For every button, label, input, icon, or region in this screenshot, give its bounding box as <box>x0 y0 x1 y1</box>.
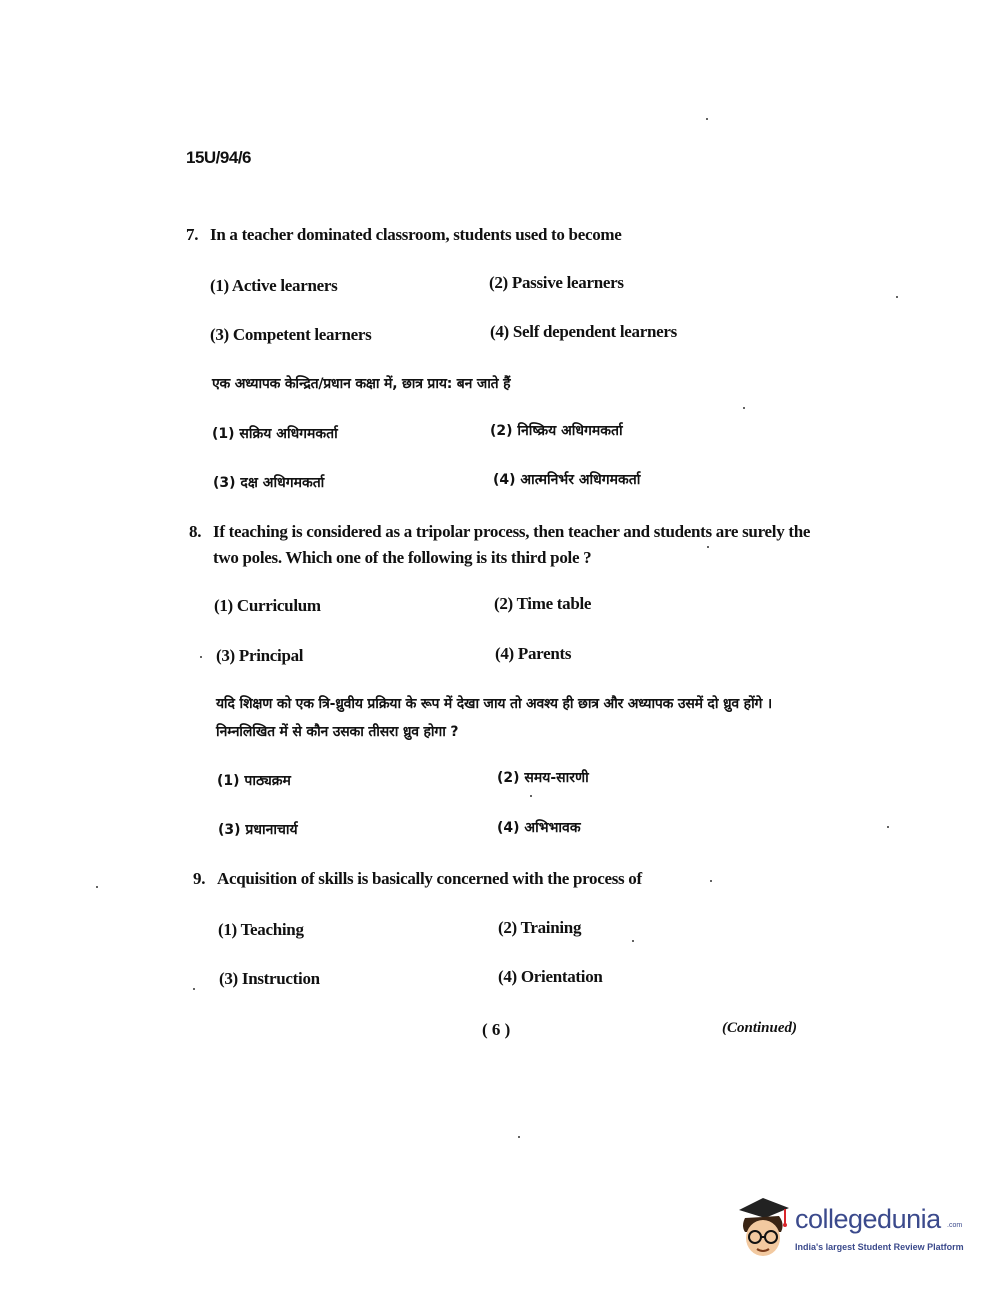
paper-code: 15U/94/6 <box>186 148 251 167</box>
option-hi: (1) पाठ्यक्रम <box>217 773 291 789</box>
option-en: (2) Training <box>498 918 582 937</box>
page-number: ( 6 ) <box>482 1020 511 1039</box>
question-text-en: Acquisition of skills is basically concerned with the process of <box>217 869 642 888</box>
scan-speck <box>706 118 708 120</box>
mascot-icon <box>733 1196 793 1262</box>
option-en: (2) Passive learners <box>489 273 624 292</box>
scan-speck <box>530 795 532 797</box>
scan-speck <box>200 656 202 658</box>
scan-speck <box>710 880 712 882</box>
option-en: (1) Teaching <box>218 920 304 939</box>
option-hi: (4) आत्मनिर्भर अधिगमकर्ता <box>493 472 641 488</box>
scan-speck <box>96 886 98 888</box>
option-hi: (3) प्रधानाचार्य <box>218 822 298 838</box>
option-en: (4) Orientation <box>498 967 603 986</box>
scan-speck <box>896 296 898 298</box>
question-number: 8. <box>189 522 202 541</box>
option-hi: (2) समय-सारणी <box>497 770 589 786</box>
question-text-hi: एक अध्यापक केन्द्रित/प्रधान कक्षा में, छात्र प्राय: बन जाते हैं <box>212 376 511 392</box>
option-en: (4) Self dependent learners <box>490 322 677 341</box>
question-text-en: If teaching is considered as a tripolar process, then teacher and students are surely the two poles. Which one of the following is its third pole ? <box>213 522 811 567</box>
collegedunia-logo <box>733 1196 963 1266</box>
option-hi: (3) दक्ष अधिगमकर्ता <box>213 475 325 491</box>
logo-wordmark: collegedunia <box>795 1204 941 1234</box>
scan-speck <box>887 826 889 828</box>
logo-com: .com <box>947 1222 963 1229</box>
option-en: (4) Parents <box>495 644 572 663</box>
option-en: (3) Principal <box>216 646 304 665</box>
option-en: (2) Time table <box>494 594 592 613</box>
option-en: (3) Instruction <box>219 969 320 988</box>
question-number: 7. <box>186 225 199 244</box>
option-hi: (2) निष्क्रिय अधिगमकर्ता <box>490 423 623 439</box>
option-hi: (1) सक्रिय अधिगमकर्ता <box>212 426 338 442</box>
scan-speck <box>743 407 745 409</box>
option-en: (3) Competent learners <box>210 325 372 344</box>
continued-label: (Continued) <box>722 1020 798 1036</box>
question-text-hi: यदि शिक्षण को एक त्रि-ध्रुवीय प्रक्रिया के रूप में देखा जाय तो अवश्य ही छात्र और अध्यापक उसमें दो ध्रुव होंगे । निम्नलिखित में से कौन उसका तीसरा ध्रुव होगा ? <box>216 696 772 740</box>
scan-speck <box>632 940 634 942</box>
scan-speck <box>707 546 709 548</box>
scan-speck <box>518 1136 520 1138</box>
logo-tagline: India's largest Student Review Platform <box>795 1242 964 1252</box>
question-text-en: In a teacher dominated classroom, students used to become <box>210 225 622 244</box>
scan-speck <box>193 988 195 990</box>
option-hi: (4) अभिभावक <box>497 820 581 836</box>
option-en: (1) Curriculum <box>214 596 321 615</box>
question-number: 9. <box>193 869 206 888</box>
option-en: (1) Active learners <box>210 276 338 295</box>
